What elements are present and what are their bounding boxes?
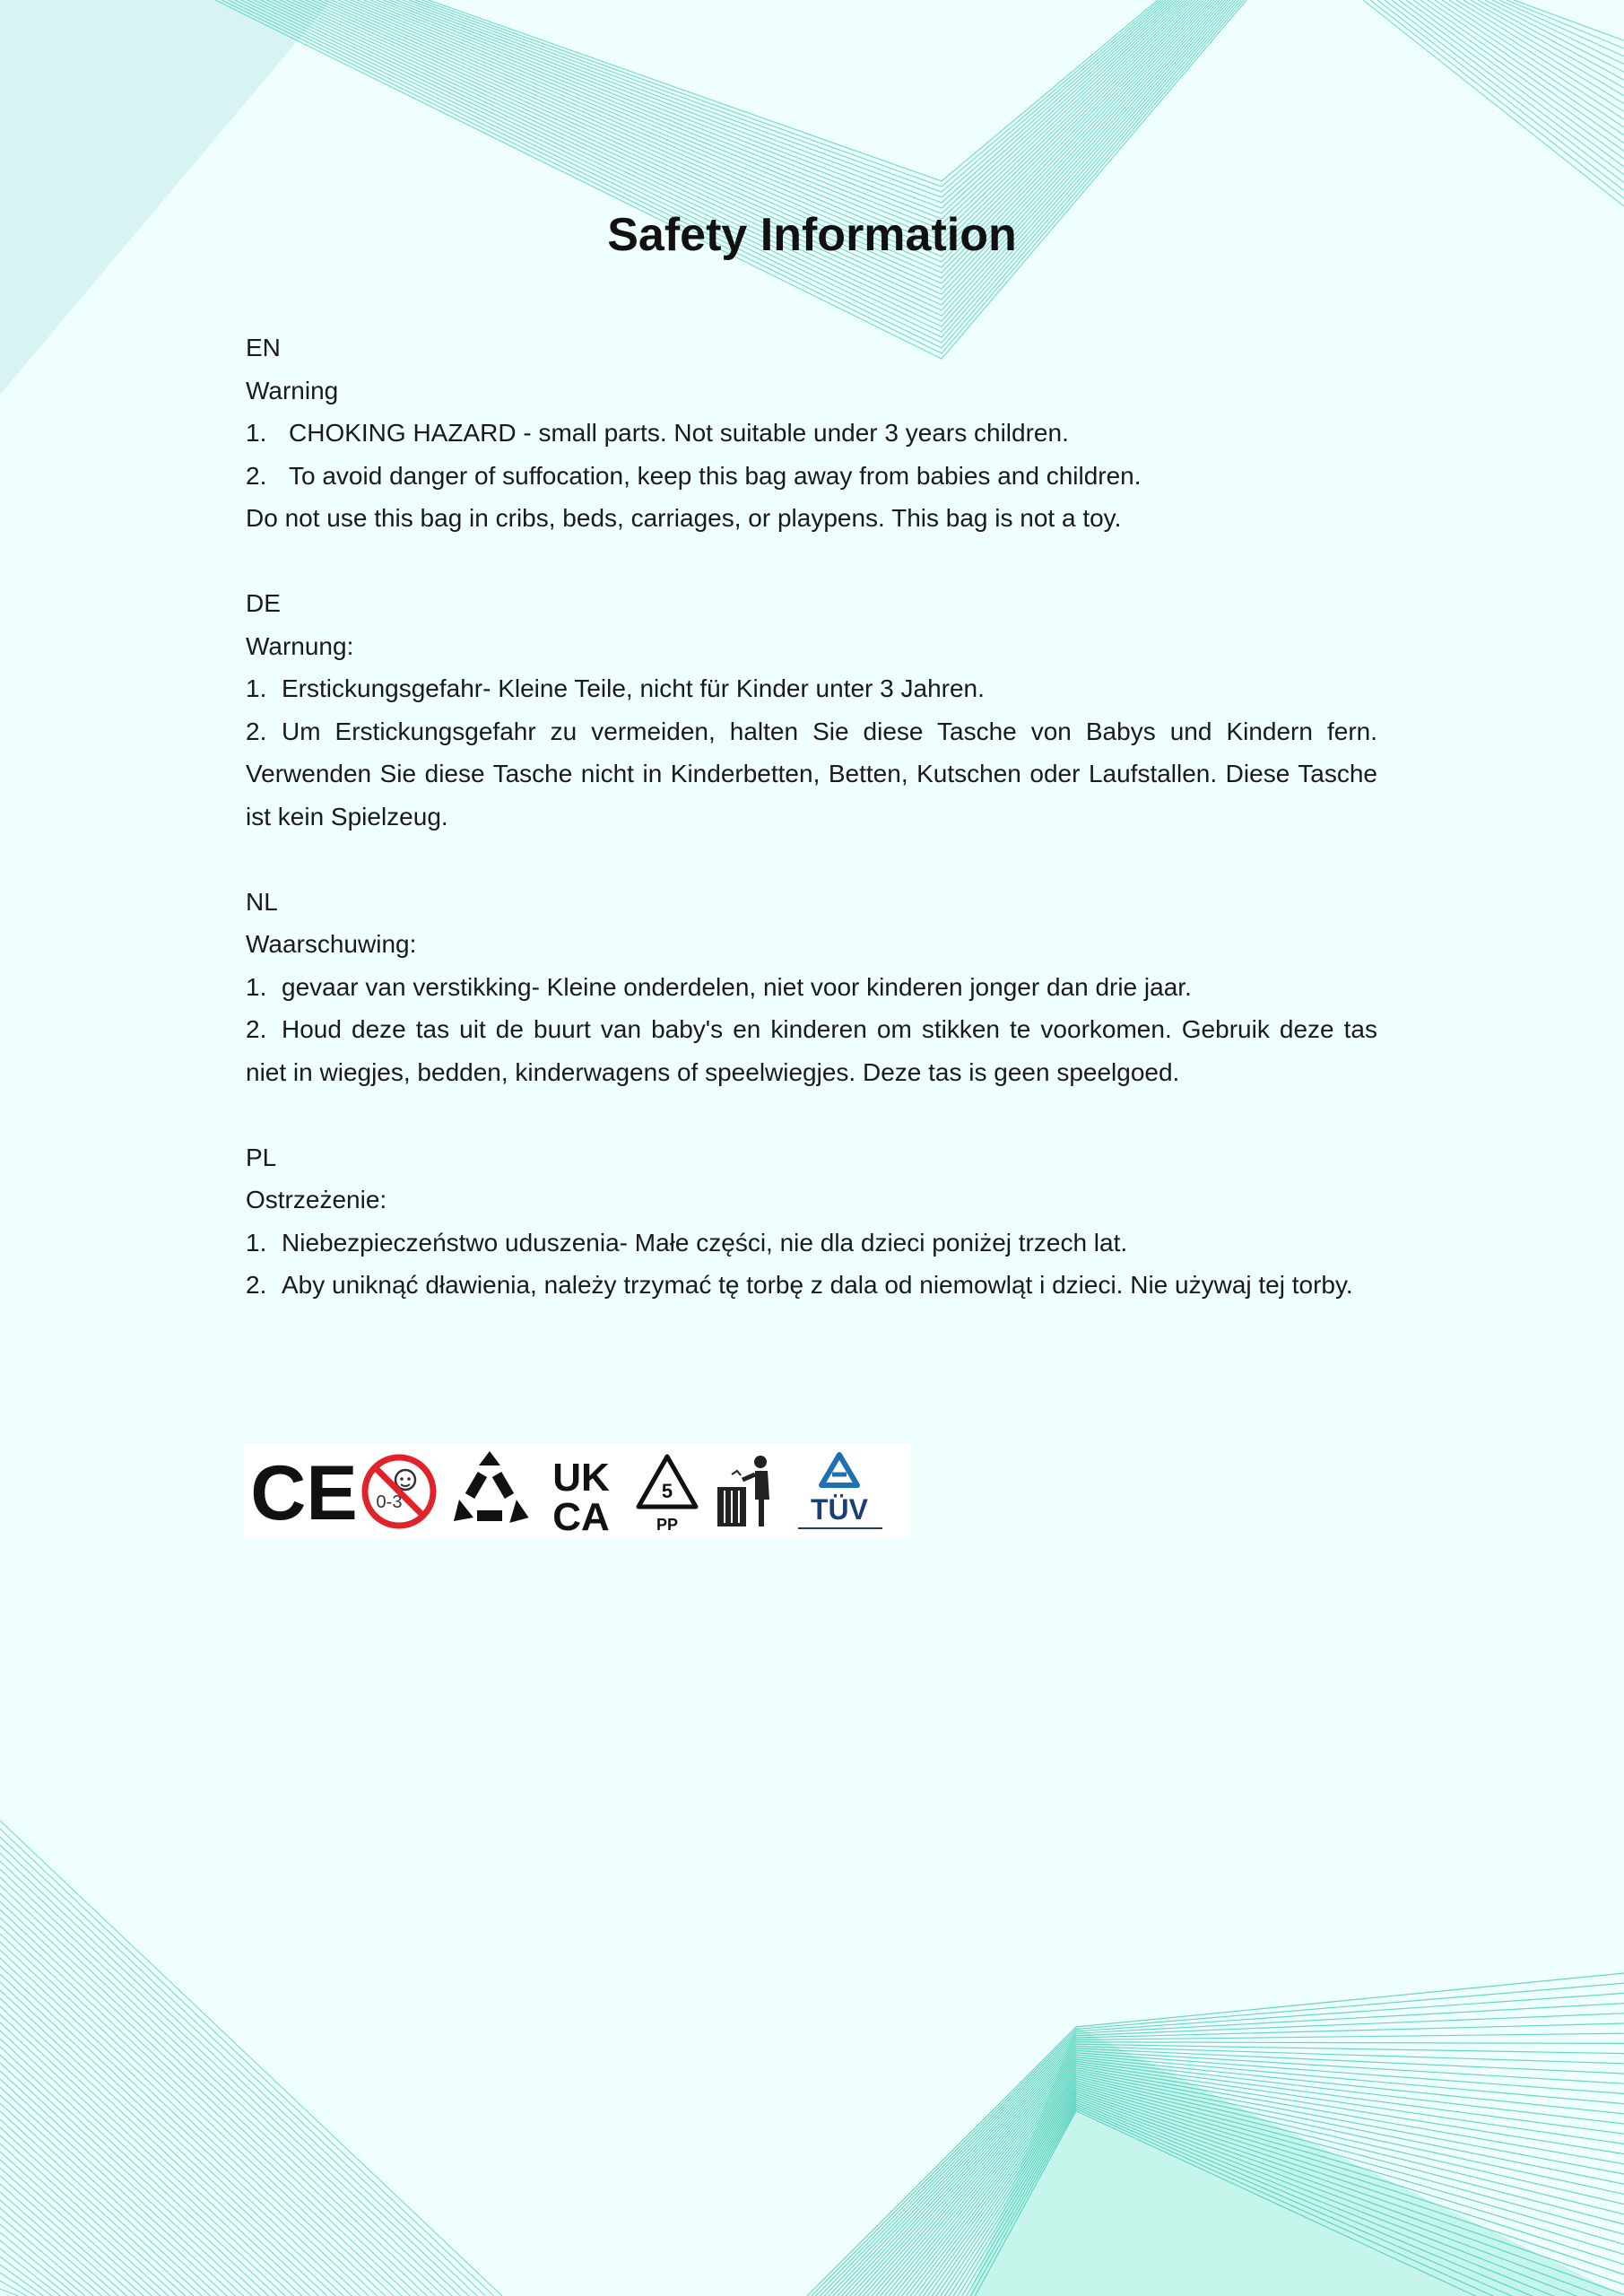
warning-heading: Waarschuwing:	[246, 930, 417, 958]
item-text: CHOKING HAZARD - small parts. Not suitable under 3 years children.	[289, 419, 1069, 447]
svg-text:CE: CE	[250, 1450, 358, 1536]
warning-item	[246, 1264, 1377, 1307]
ukca-mark-icon	[538, 1444, 624, 1539]
warning-heading: Warning	[246, 376, 339, 404]
ce-mark-icon	[250, 1444, 358, 1539]
warning-extra: Do not use this bag in cribs, beds, carriages, or playpens. This bag is not a toy.	[246, 504, 1122, 532]
tidyman-trash-icon	[710, 1444, 784, 1539]
not-for-0-3-years-icon	[359, 1444, 439, 1539]
safety-text	[246, 326, 1377, 1349]
warning-item	[246, 1008, 1377, 1093]
warning-heading: Warnung:	[246, 631, 354, 660]
tuv-mark-icon	[793, 1444, 900, 1539]
section-de	[246, 582, 1377, 838]
recycle-icon	[447, 1444, 533, 1539]
svg-text:PP: PP	[656, 1516, 679, 1534]
item-text: Erstickungsgefahr- Kleine Teile, nicht für Kinder unter 3 Jahren.	[282, 674, 985, 702]
warning-item	[246, 455, 1377, 498]
item-number: 1.	[246, 419, 267, 447]
warning-item	[246, 710, 1377, 839]
svg-text:0-3: 0-3	[376, 1492, 403, 1512]
item-number: 1.	[246, 674, 267, 702]
section-nl	[246, 881, 1377, 1094]
section-pl	[246, 1136, 1377, 1307]
item-text: gevaar van verstikking- Kleine onderdelen, niet voor kinderen jonger dan drie jaar.	[282, 972, 1192, 1001]
svg-text:UK: UK	[552, 1456, 610, 1500]
item-text: Aby uniknąć dławienia, należy trzymać tę torbę z dala od niemowląt i dzieci. Nie używaj tej torby.	[282, 1271, 1353, 1299]
item-number: 2.	[246, 717, 267, 745]
pp-5-recycling-icon	[631, 1444, 703, 1539]
warning-item	[246, 667, 1377, 710]
item-text: Um Erstickungsgefahr zu vermeiden, halten Sie diese Tasche von Babys und Kindern fern. Verwenden Sie diese Tasche nicht in Kinderbetten, Betten, Kutschen oder Laufstallen. Diese Tasche ist kein Spielzeug.	[246, 717, 1377, 831]
page-title: Safety Information	[607, 209, 1017, 261]
warning-heading: Ostrzeżenie:	[246, 1186, 387, 1213]
item-number: 2.	[246, 1015, 267, 1043]
item-text: Niebezpieczeństwo uduszenia- Małe części, nie dla dzieci poniżej trzech lat.	[282, 1228, 1128, 1257]
svg-text:5: 5	[661, 1480, 673, 1502]
item-number: 2.	[246, 461, 267, 490]
svg-text:TÜV: TÜV	[811, 1493, 868, 1526]
language-code: EN	[246, 334, 281, 361]
warning-item	[246, 966, 1377, 1009]
language-code: DE	[246, 589, 281, 617]
warning-item	[246, 1222, 1377, 1265]
item-number: 2.	[246, 1271, 267, 1299]
svg-text:CA: CA	[552, 1495, 610, 1539]
item-text: To avoid danger of suffocation, keep this bag away from babies and children.	[289, 461, 1142, 490]
section-en	[246, 326, 1377, 540]
certification-marks	[244, 1444, 911, 1539]
language-code: NL	[246, 887, 278, 916]
language-code: PL	[246, 1143, 277, 1171]
warning-item	[246, 412, 1377, 455]
item-text: Houd deze tas uit de buurt van baby's en kinderen om stikken te voorkomen. Gebruik deze tas niet in wiegjes, bedden, kinderwagens of speelwiegjes. Deze tas is geen speelgoed.	[246, 1015, 1377, 1086]
item-number: 1.	[246, 972, 267, 1001]
item-number: 1.	[246, 1228, 267, 1257]
